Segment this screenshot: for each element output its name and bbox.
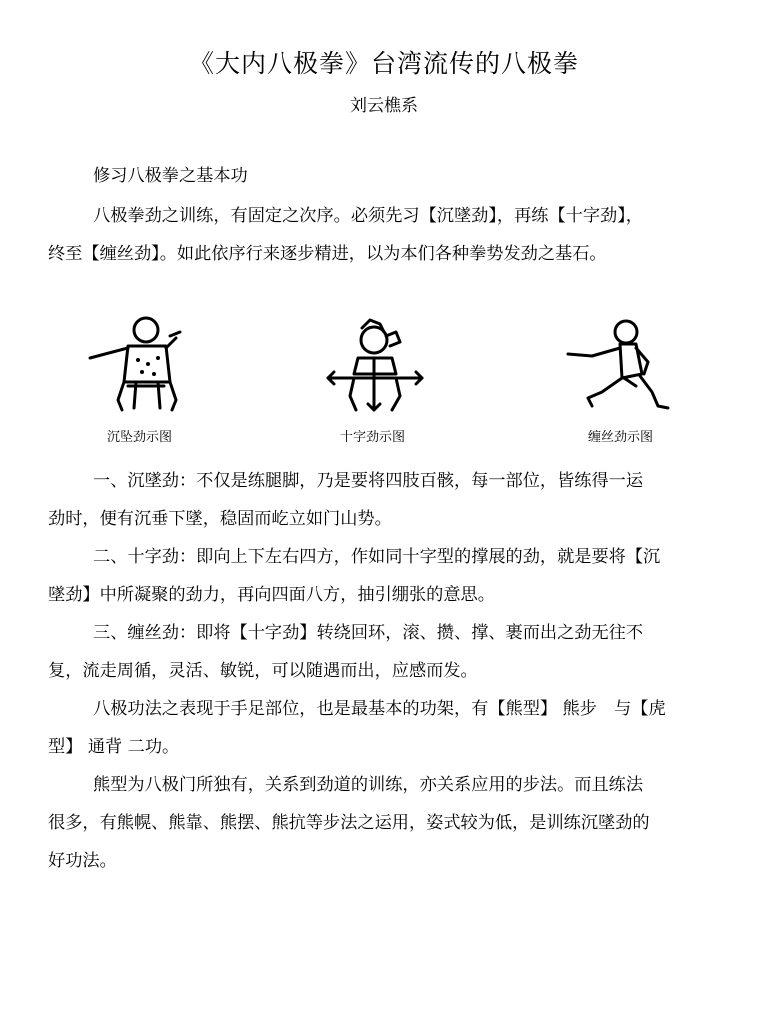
section-heading: 修习八极拳之基本功 bbox=[93, 166, 248, 186]
paragraph-1-line-2: 劲时，便有沉垂下墜，稳固而屹立如门山势。 bbox=[48, 509, 392, 529]
paragraph-2-line-2: 墜劲】中所凝聚的劲力，再向四面八方，抽引绷张的意思。 bbox=[48, 585, 495, 605]
figure-sinking-posture bbox=[88, 312, 188, 416]
paragraph-3-line-2: 复，流走周循，灵活、敏锐，可以随遇而出，应感而发。 bbox=[48, 661, 478, 681]
cross-posture-illustration bbox=[326, 312, 426, 416]
paragraph-1-line-1: 一、沉墜劲：不仅是练腿脚，乃是要将四肢百骸，每一部位，皆练得一运 bbox=[93, 471, 644, 491]
document-author: 刘云樵系 bbox=[350, 96, 418, 116]
figure-cross-posture bbox=[326, 312, 426, 416]
paragraph-4-line-1: 八极功法之表现于手足部位，也是最基本的功架，有【熊型】 熊步 与【虎 bbox=[93, 699, 666, 719]
paragraph-5-line-1: 熊型为八极门所独有，关系到劲道的训练，亦关系应用的步法。而且练法 bbox=[93, 775, 644, 795]
figure-caption-sinking: 沉坠劲示图 bbox=[107, 430, 173, 445]
intro-line-1: 八极拳劲之训练，有固定之次序。必须先习【沉墜劲】，再练【十字劲】， bbox=[93, 206, 643, 226]
figure-caption-twisting: 缠丝劲示图 bbox=[588, 430, 654, 445]
twisting-posture-illustration bbox=[562, 312, 674, 416]
figure-twisting-posture bbox=[562, 312, 674, 416]
paragraph-3-line-1: 三、缠丝劲：即将【十字劲】转绕回环，滚、攒、撑、裹而出之劲无往不 bbox=[93, 623, 644, 643]
paragraph-5-line-2: 很多，有熊幌、熊靠、熊摆、熊抗等步法之运用，姿式较为低，是训练沉墜劲的 bbox=[48, 813, 650, 833]
figure-caption-cross: 十字劲示图 bbox=[340, 430, 406, 445]
intro-line-2: 终至【缠丝劲】。如此依序行来逐步精进，以为本们各种拳势发劲之基石。 bbox=[48, 244, 607, 264]
paragraph-5-line-3: 好功法。 bbox=[48, 851, 117, 871]
document-title: 《大内八极拳》台湾流传的八极拳 bbox=[188, 49, 579, 78]
sinking-posture-illustration bbox=[88, 312, 188, 416]
paragraph-2-line-1: 二、十字劲：即向上下左右四方，作如同十字型的撑展的劲，就是要将【沉 bbox=[93, 547, 661, 567]
paragraph-4-line-2: 型】 通背 二功。 bbox=[48, 737, 180, 757]
